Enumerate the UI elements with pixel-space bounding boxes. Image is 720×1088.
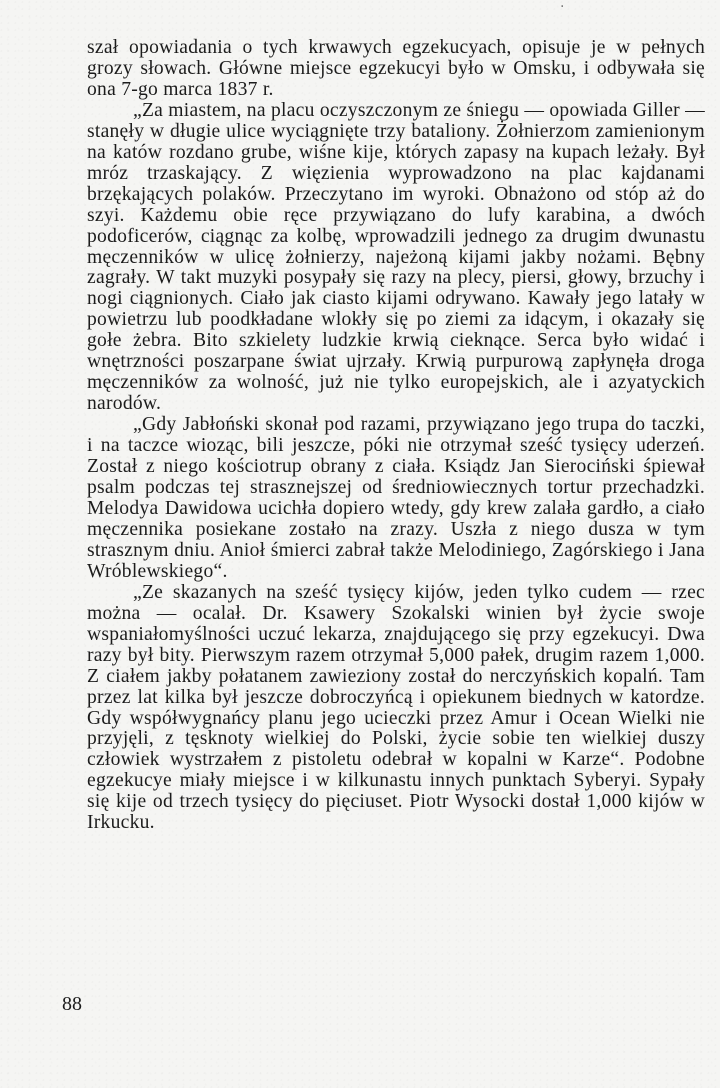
paragraph-1: szał opowiadania o tych krwawych egzekucyach, opisuje je w pełnych grozy słowach. Główne miejsce egzekucyi było w Omsku, i odbywała się ona 7-go marca 1837 r. bbox=[87, 37, 705, 100]
paragraph-2: „Za miastem, na placu oczyszczonym ze śniegu — opowiada Giller — stanęły w długie ulice wyciągnięte trzy bataliony. Żołnierzom zamienionym na katów rozdano grube, wiśne kije, których zapasy na kupach leżały. Był mróz trzaskający. Z więzienia wyprowadzono na plac kajdanami brzękających polaków. Przeczytano im wyroki. Obnażono od stóp aż do szyi. Każdemu obie ręce przywiązano do lufy karabina, a dwóch podoficerów, ciągnąc za kolbę, wprowadzili jednego za drugim dwunastu męczenników w ulicę żołnierzy, najeżoną kijami jakby nożami. Bębny zagrały. W takt muzyki posypały się razy na plecy, piersi, głowy, brzuchy i nogi ciągnionych. Ciało jak ciasto kijami odrywano. Kawały jego latały w powietrzu lub poodkładane wlokły się po ziemi za idącym, i okazały się gołe żebra. Bito szkielety ludzkie krwią cieknące. Serca było widać i wnętrzności poszarpane świat ujrzały. Krwią purpurową zapłynęła droga męczenników za wolność, już nie tylko europejskich, ale i azyatyckich narodów. bbox=[87, 99, 705, 415]
page-number: 88 bbox=[62, 993, 82, 1015]
paragraph-3: „Gdy Jabłoński skonał pod razami, przywiązano jego trupa do taczki, i na taczce wioząc, bili jeszcze, póki nie otrzymał sześć tysięcy uderzeń. Został z niego kościotrup obrany z ciała. Ksiądz Jan Sierociński śpiewał psalm podczas tej strasznejszej od średniowiecznych tortur przechadzki. Melodya Dawidowa ucichła dopiero wtedy, gdy krew zalała gardło, a ciało męczennika posiekane zostało na zrazy. Uszła z niego dusza w tym strasznym dniu. Anioł śmierci zabrał także Melodiniego, Zagórskiego i Jana Wróblewskiego“. bbox=[87, 414, 705, 582]
page-body bbox=[87, 38, 705, 834]
scan-speck-icon: · bbox=[560, 0, 565, 15]
paragraph-4: „Ze skazanych na sześć tysięcy kijów, jeden tylko cudem — rzec można — ocalał. Dr. Ksawery Szokalski winien był życie swoje wspaniałomyślności uczuć lekarza, znajdującego się przy egzekucyi. Dwa razy był bity. Pierwszym razem otrzymał 5,000 pałek, drugim razem 1,000. Z ciałem jakby połatanem zawieziony został do nerczyńskich kopalń. Tam przez lat kilka był jeszcze dobroczyńcą i opiekunem biednych w katordze. Gdy współwygnańcy planu jego ucieczki przez Amur i Ocean Wielki nie przyjęli, z tęsknoty wielkiej do Polski, życie sobie ten wielkiej duszy człowiek wystrzałem z pistoletu odebrał w kopalni w Karze“. Podobne egzekucye miały miejsce i w kilkunastu innych punktach Syberyi. Sypały się kije od trzech tysięcy do pięciuset. Piotr Wysocki dostał 1,000 kijów w Irkucku. bbox=[87, 581, 705, 834]
